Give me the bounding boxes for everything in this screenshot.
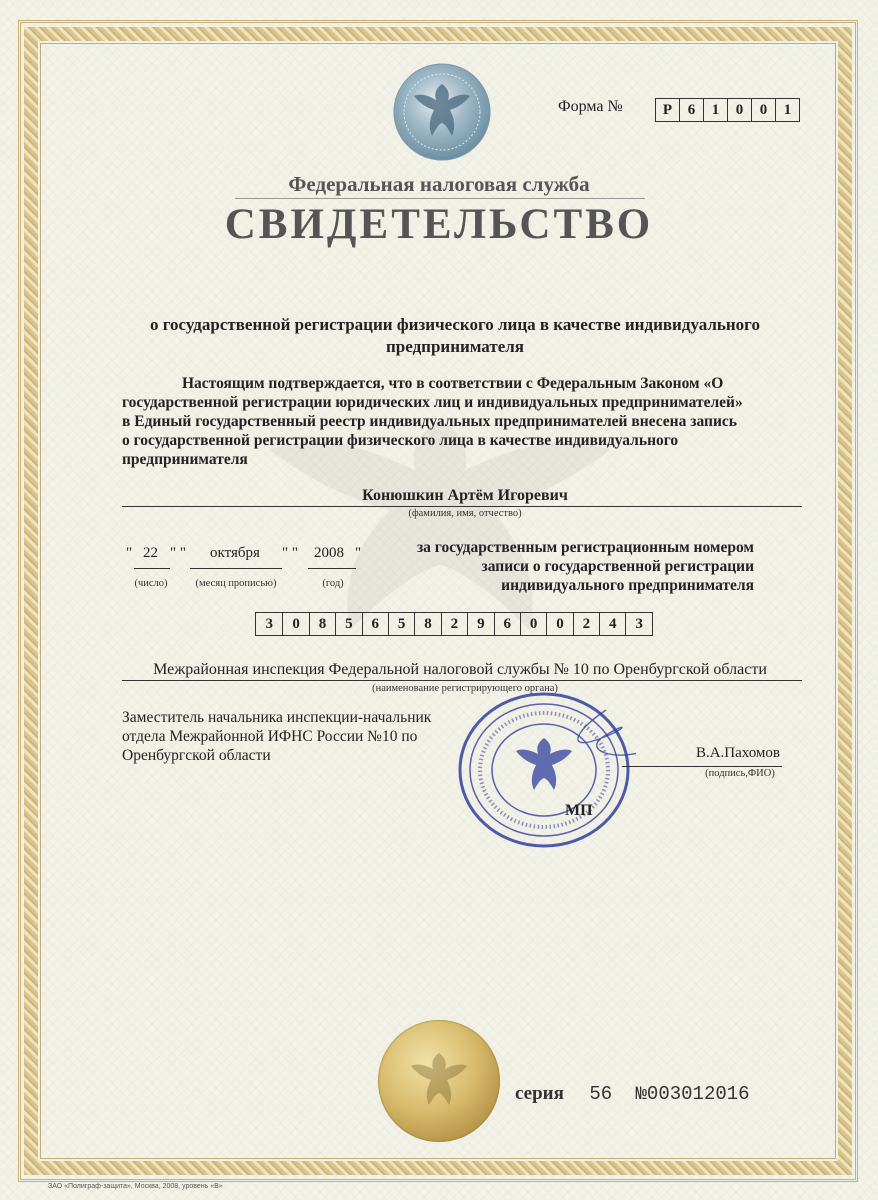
authority-name: Межрайонная инспекция Федеральной налоговой службы № 10 по Оренбургской области xyxy=(153,661,767,678)
reg-digit: 9 xyxy=(467,613,493,635)
registration-line: записи о государственной регистрации xyxy=(481,558,754,575)
series-label: серия xyxy=(515,1083,564,1104)
reg-digit: 6 xyxy=(362,613,388,635)
date-day: 22 xyxy=(143,545,158,561)
reg-digit: 5 xyxy=(335,613,361,635)
gold-seal xyxy=(378,1020,500,1142)
document-subtitle: о государственной регистрации физического лица в качестве индивидуального предпринимателя xyxy=(150,315,760,356)
reg-digit: 2 xyxy=(441,613,467,635)
service-name: Федеральная налоговая служба xyxy=(288,172,590,196)
form-code-char: Р xyxy=(662,101,673,118)
confirmation-paragraph xyxy=(122,374,802,469)
signatory-position xyxy=(122,708,462,765)
authority-underline xyxy=(122,680,802,681)
reg-digit: 2 xyxy=(573,613,599,635)
form-number-label: Форма № xyxy=(558,98,623,115)
registration-text xyxy=(388,538,754,595)
official-stamp-icon xyxy=(456,690,636,850)
printer-note: ЗАО «Полиграф-защита», Москва, 2008, уровень «В» xyxy=(48,1183,223,1190)
date-quote-open: " xyxy=(126,545,133,561)
paragraph-line: Настоящим подтверждается, что в соответствии с Федеральным Законом «О xyxy=(182,375,724,392)
stamp-mark: МП xyxy=(565,802,593,819)
seal-eagle-icon xyxy=(409,1049,469,1111)
form-code-char: 1 xyxy=(775,99,799,121)
date-quote-close: " " xyxy=(170,545,186,561)
signature-underline xyxy=(622,766,782,767)
form-code-char: 1 xyxy=(703,99,727,121)
paragraph-line: о государственной регистрации физического лица в качестве индивидуального xyxy=(122,432,679,449)
month-underline xyxy=(190,568,282,569)
paragraph-line: предпринимателя xyxy=(122,451,248,468)
signature-caption: (подпись,ФИО) xyxy=(705,768,775,779)
form-code-char: 0 xyxy=(727,99,751,121)
reg-digit: 0 xyxy=(546,613,572,635)
reg-digit: 5 xyxy=(388,613,414,635)
reg-digit: 0 xyxy=(282,613,308,635)
reg-digit: 8 xyxy=(414,613,440,635)
form-code-char: 0 xyxy=(751,99,775,121)
series-block xyxy=(515,1083,750,1105)
paragraph-line: в Единый государственный реестр индивидуальных предпринимателей внесена запись xyxy=(122,413,737,430)
reg-digit: 0 xyxy=(520,613,546,635)
form-code-char: 6 xyxy=(679,99,703,121)
month-caption: (месяц прописью) xyxy=(195,578,277,589)
paragraph-line: государственной регистрации юридических лиц и индивидуальных предпринимателей» xyxy=(122,394,743,411)
person-underline xyxy=(122,506,802,507)
date-quote-end: " xyxy=(355,545,362,561)
reg-digit: 6 xyxy=(494,613,520,635)
series-number: №003012016 xyxy=(635,1083,750,1105)
position-line: отдела Межрайонной ИФНС России №10 по xyxy=(122,728,418,745)
day-underline xyxy=(134,568,170,569)
date-month: октября xyxy=(210,545,260,561)
day-caption: (число) xyxy=(134,578,168,589)
registration-number-boxes xyxy=(255,612,653,636)
date-year: 2008 xyxy=(314,545,344,561)
document-title: СВИДЕТЕЛЬСТВО xyxy=(224,201,654,248)
registration-line: индивидуального предпринимателя xyxy=(501,577,754,594)
reg-digit: 3 xyxy=(265,615,273,632)
service-underline xyxy=(235,198,645,199)
year-underline xyxy=(308,568,356,569)
date-quote-year: " " xyxy=(282,545,298,561)
signatory-name: В.А.Пахомов xyxy=(695,745,780,761)
position-line: Оренбургской области xyxy=(122,747,271,764)
reg-digit: 4 xyxy=(599,613,625,635)
reg-digit: 3 xyxy=(625,613,651,635)
form-number-boxes xyxy=(655,98,800,122)
person-caption: (фамилия, имя, отчество) xyxy=(408,508,522,519)
hologram-emblem-icon xyxy=(392,62,492,162)
reg-digit: 8 xyxy=(309,613,335,635)
series-value: 56 xyxy=(589,1083,613,1105)
position-line: Заместитель начальника инспекции-начальник xyxy=(122,709,432,726)
person-name: Конюшкин Артём Игоревич xyxy=(362,487,568,504)
registration-line: за государственным регистрационным номером xyxy=(416,539,754,556)
year-caption: (год) xyxy=(322,578,344,589)
authority-caption: (наименование регистрирующего органа) xyxy=(372,683,558,694)
